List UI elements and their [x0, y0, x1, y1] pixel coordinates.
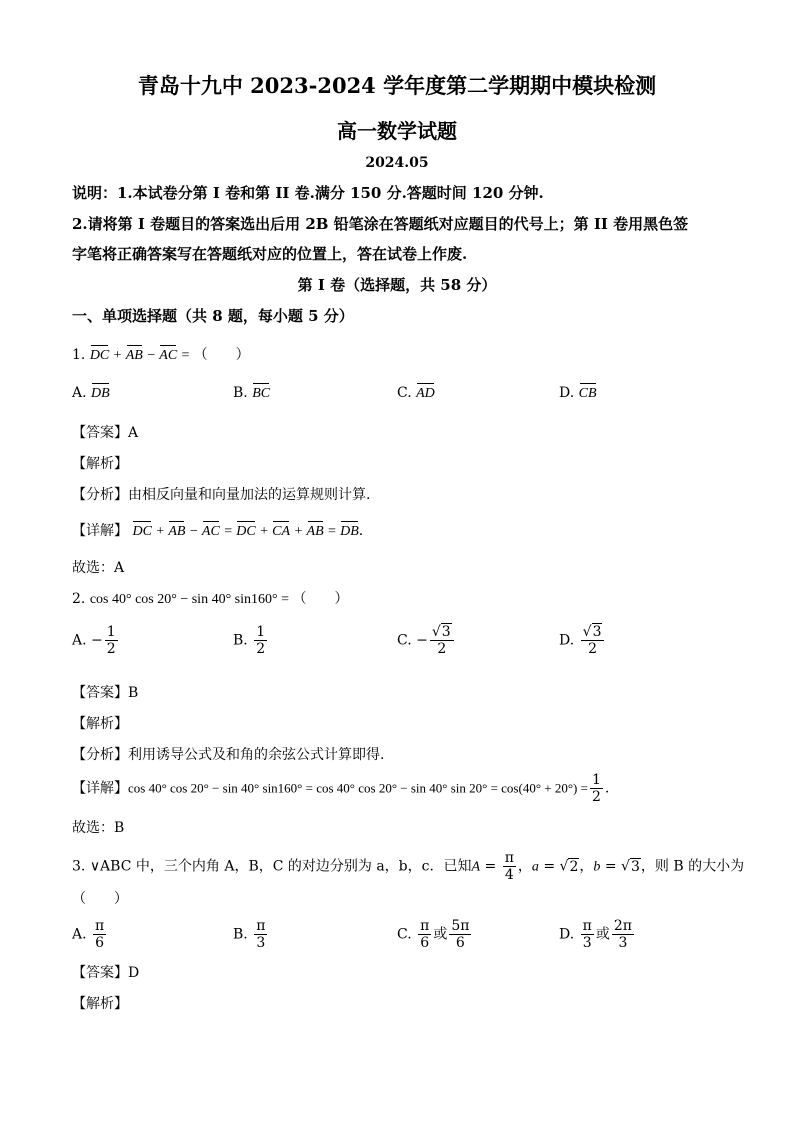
question-3-option-c: C. $\frac{\pi}{6}$ 或 $\frac{5\pi}{6}$ — [397, 918, 470, 951]
question-3-analysis-label: 【解析】 — [72, 996, 128, 1012]
question-1-fenxi: 【分析】由相反向量和向量加法的运算规则计算. — [72, 487, 371, 503]
instruction-line-3: 字笔将正确答案写在答题纸对应的位置上，答在试卷上作废. — [72, 245, 468, 263]
question-3-stem-b: ，则 B 的大小为 — [640, 858, 745, 875]
question-2-option-d: D. $\frac{√3}{2}$ — [559, 624, 606, 657]
question-2-detail: 【详解】cos 40° cos 20° − sin 40° sin160° = cos 40° cos 20° − sin 40° sin 20° = cos(40° + 20°) = $\frac{1}{2}$ . — [72, 772, 610, 805]
question-1-option-a: A. DB — [72, 385, 110, 401]
question-2-option-b: B. $\frac{1}{2}$ — [233, 624, 266, 657]
page-subtitle: 高一数学试题 — [337, 119, 457, 143]
question-2-option-c: C. − $\frac{√3}{2}$ — [397, 624, 456, 657]
question-3-option-a: A. $\frac{\pi}{6}$ — [72, 918, 105, 951]
question-3-paren: （ ） — [72, 891, 128, 907]
question-2-option-a: A. − $\frac{1}{2}$ — [72, 624, 116, 657]
part-heading: 第 I 卷（选择题，共 58 分） — [297, 276, 497, 294]
question-2-analysis-label: 【解析】 — [72, 716, 128, 732]
question-3-stem-a: ∨ABC 中，三个内角 A，B，C 的对边分别为 a，b，c．已知 — [89, 858, 472, 875]
question-3-option-b: B. $\frac{\pi}{3}$ — [233, 918, 266, 951]
question-1-guxuan: 故选：A — [72, 560, 125, 576]
question-1-number: 1. — [72, 347, 86, 363]
question-2-answer: 【答案】B — [72, 685, 139, 701]
question-1-option-c: C. AD — [397, 385, 435, 401]
question-1-detail: 【详解】 DC + AB − AC = DC + CA + AB = DB. — [72, 523, 364, 539]
exam-date: 2024.05 — [365, 155, 429, 171]
question-2-guxuan: 故选：B — [72, 820, 125, 836]
question-2: 2. cos 40° cos 20° − sin 40° sin160° = （ ） — [72, 591, 349, 607]
instruction-line-1: 说明：1.本试卷分第 I 卷和第 II 卷.满分 150 分.答题时间 120 分钟. — [72, 184, 544, 202]
question-3-option-d: D. $\frac{\pi}{3}$ 或 $\frac{2\pi}{3}$ — [559, 918, 632, 951]
question-1-analysis-label: 【解析】 — [72, 456, 128, 472]
question-3: 3. ∨ABC 中，三个内角 A，B，C 的对边分别为 a，b，c．已知A = $\frac{\pi}{4}$ ，a = √2，b = √3，则 B 的大小为 — [72, 850, 745, 883]
page-title: 青岛十九中 2023-2024 学年度第二学期期中模块检测 — [137, 73, 657, 98]
question-2-stem: cos 40° cos 20° − sin 40° sin160° = （ ） — [89, 592, 349, 607]
section-heading: 一、单项选择题（共 8 题，每小题 5 分） — [72, 307, 354, 325]
question-1-option-d: D. CB — [559, 385, 597, 401]
question-1-expression: DC + AB − AC = — [89, 348, 194, 363]
question-1-answer: 【答案】A — [72, 425, 139, 441]
question-2-fenxi: 【分析】利用诱导公式及和角的余弦公式计算即得. — [72, 747, 385, 763]
question-1 — [72, 344, 250, 364]
instruction-line-2: 2.请将第 I 卷题目的答案选出后用 2B 铅笔涂在答题纸对应题目的代号上；第 II 卷用黑色签 — [72, 215, 689, 233]
question-1-paren: （ ） — [193, 347, 250, 363]
question-1-option-b: B. BC — [233, 385, 271, 401]
question-3-answer: 【答案】D — [72, 965, 140, 981]
